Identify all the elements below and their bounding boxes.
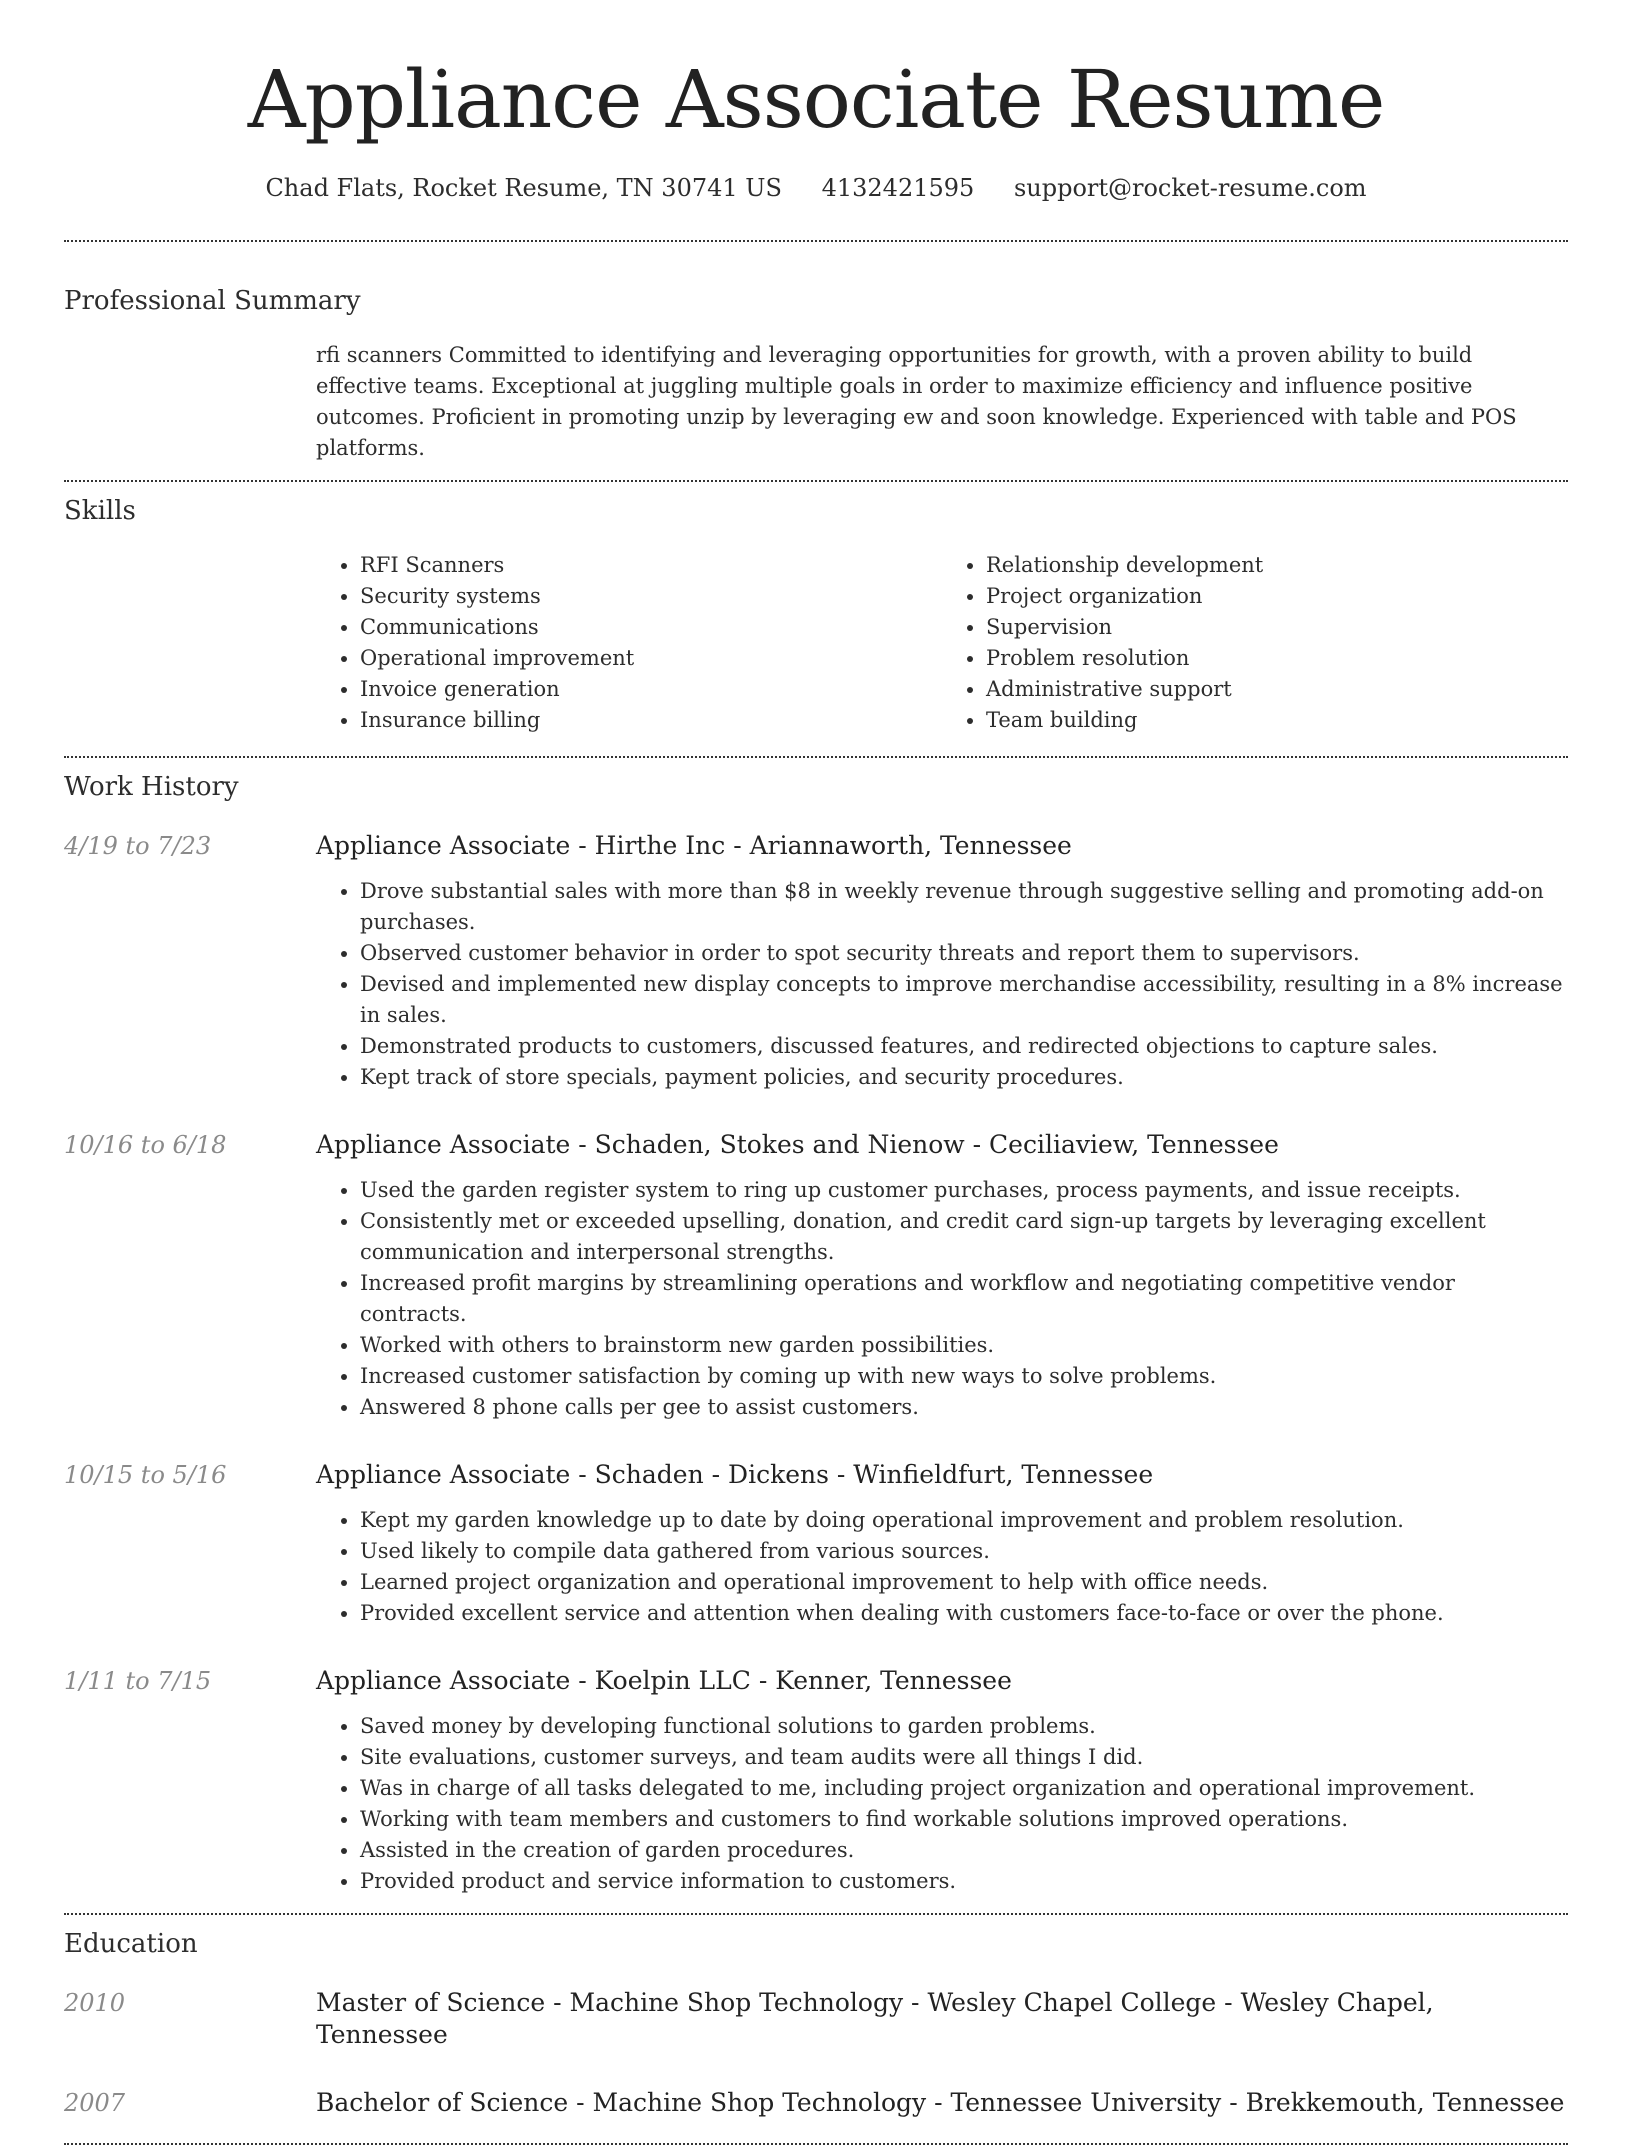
job-bullet: • Consistently met or exceeded upselling, donation, and credit card sign-up targets by leveraging excellent communication and interpersonal strengths. xyxy=(360,1206,1568,1268)
job-bullet: • Kept my garden knowledge up to date by doing operational improvement and problem resolution. xyxy=(360,1505,1568,1536)
job-bullet: • Demonstrated products to customers, discussed features, and redirected objections to capture sales. xyxy=(360,1031,1568,1062)
job-bullet: • Kept track of store specials, payment policies, and security procedures. xyxy=(360,1062,1568,1093)
job-title: Appliance Associate - Schaden, Stokes and Nienow - Ceciliaview, Tennessee xyxy=(316,1130,1279,1159)
job-bullet: • Increased profit margins by streamlining operations and workflow and negotiating competitive vendor contracts. xyxy=(360,1268,1568,1330)
job-title: Appliance Associate - Koelpin LLC - Kenner, Tennessee xyxy=(316,1666,1012,1695)
contact-line xyxy=(64,172,1568,204)
contact-phone: 4132421595 xyxy=(821,174,975,202)
job-bullet: • Working with team members and customers to find workable solutions improved operations. xyxy=(360,1804,1568,1835)
job-bullet: • Answered 8 phone calls per gee to assist customers. xyxy=(360,1392,1568,1423)
work-section xyxy=(64,758,1568,1913)
education-degree: Master of Science - Machine Shop Technology - Wesley Chapel College - Wesley Chapel, Tennessee xyxy=(316,1988,1434,2049)
job-date: 1/11 to 7/15 xyxy=(64,1667,212,1695)
job-title: Appliance Associate - Hirthe Inc - Ariannaworth, Tennessee xyxy=(316,831,1072,860)
skills-list-left xyxy=(316,550,942,736)
skills-section xyxy=(64,482,1568,756)
contact-address: Chad Flats, Rocket Resume, TN 30741 US xyxy=(265,174,782,202)
job-bullet: • Learned project organization and operational improvement to help with office needs. xyxy=(360,1567,1568,1598)
job-bullet: • Provided excellent service and attention when dealing with customers face-to-face or over the phone. xyxy=(360,1598,1568,1629)
job-bullet: • Saved money by developing functional solutions to garden problems. xyxy=(360,1711,1568,1742)
job-bullets xyxy=(316,876,1568,1093)
skill-item: • Invoice generation xyxy=(360,674,942,705)
education-entry xyxy=(64,1987,1568,2051)
job-bullets xyxy=(316,1505,1568,1629)
job-bullet: • Used likely to compile data gathered from various sources. xyxy=(360,1536,1568,1567)
skill-item: • Supervision xyxy=(986,612,1568,643)
job-bullet: • Site evaluations, customer surveys, and team audits were all things I did. xyxy=(360,1742,1568,1773)
skills-heading: Skills xyxy=(64,496,136,526)
skill-item: • Communications xyxy=(360,612,942,643)
contact-email: support@rocket-resume.com xyxy=(1013,174,1367,202)
job-date: 10/16 to 6/18 xyxy=(64,1131,227,1159)
skills-grid xyxy=(316,550,1568,756)
job-body xyxy=(316,1129,1568,1423)
skill-item: • Project organization xyxy=(986,581,1568,612)
job-bullet: • Increased customer satisfaction by coming up with new ways to solve problems. xyxy=(360,1361,1568,1392)
skill-item: • Team building xyxy=(986,705,1568,736)
education-degree: Bachelor of Science - Machine Shop Technology - Tennessee University - Brekkemouth, Tennessee xyxy=(316,2088,1565,2117)
job-bullet: • Assisted in the creation of garden procedures. xyxy=(360,1835,1568,1866)
job-entry xyxy=(64,1129,1568,1423)
education-section xyxy=(64,1915,1568,2143)
job-bullets xyxy=(316,1175,1568,1423)
job-bullets xyxy=(316,1711,1568,1897)
skill-item: • RFI Scanners xyxy=(360,550,942,581)
job-bullet: • Observed customer behavior in order to spot security threats and report them to supervisors. xyxy=(360,938,1568,969)
education-year: 2010 xyxy=(64,1989,126,2017)
education-entry xyxy=(64,2087,1568,2119)
skill-item: • Security systems xyxy=(360,581,942,612)
job-title: Appliance Associate - Schaden - Dickens - Winfieldfurt, Tennessee xyxy=(316,1460,1154,1489)
summary-heading: Professional Summary xyxy=(64,286,361,316)
skill-item: • Relationship development xyxy=(986,550,1568,581)
work-heading: Work History xyxy=(64,772,239,802)
job-bullet: • Was in charge of all tasks delegated to me, including project organization and operational improvement. xyxy=(360,1773,1568,1804)
job-date: 4/19 to 7/23 xyxy=(64,832,212,860)
skill-item: • Problem resolution xyxy=(986,643,1568,674)
job-body xyxy=(316,1459,1568,1629)
summary-text: rfi scanners Committed to identifying and leveraging opportunities for growth, with a proven ability to build effective teams. Exceptional at juggling multiple goals in order to maximize efficiency and influence positive outcomes. Proficient in promoting unzip by leveraging ew and soon knowledge. Experienced with table and POS platforms. xyxy=(316,343,1517,460)
job-date: 10/15 to 5/16 xyxy=(64,1461,227,1489)
skill-item: • Operational improvement xyxy=(360,643,942,674)
job-entry xyxy=(64,1665,1568,1897)
education-year: 2007 xyxy=(64,2089,126,2117)
summary-section xyxy=(64,242,1568,480)
job-body xyxy=(316,830,1568,1093)
job-entry xyxy=(64,830,1568,1093)
job-bullet: • Worked with others to brainstorm new garden possibilities. xyxy=(360,1330,1568,1361)
education-heading: Education xyxy=(64,1929,198,1959)
skill-item: • Administrative support xyxy=(986,674,1568,705)
job-bullet: • Provided product and service information to customers. xyxy=(360,1866,1568,1897)
job-entry xyxy=(64,1459,1568,1629)
resume-title: Appliance Associate Resume xyxy=(247,53,1385,146)
job-bullet: • Used the garden register system to ring up customer purchases, process payments, and issue receipts. xyxy=(360,1175,1568,1206)
job-body xyxy=(316,1665,1568,1897)
job-bullet: • Devised and implemented new display concepts to improve merchandise accessibility, resulting in a 8% increase in sales. xyxy=(360,969,1568,1031)
job-bullet: • Drove substantial sales with more than $8 in weekly revenue through suggestive selling and promoting add-on purchases. xyxy=(360,876,1568,938)
skills-list-right xyxy=(942,550,1568,736)
skill-item: • Insurance billing xyxy=(360,705,942,736)
